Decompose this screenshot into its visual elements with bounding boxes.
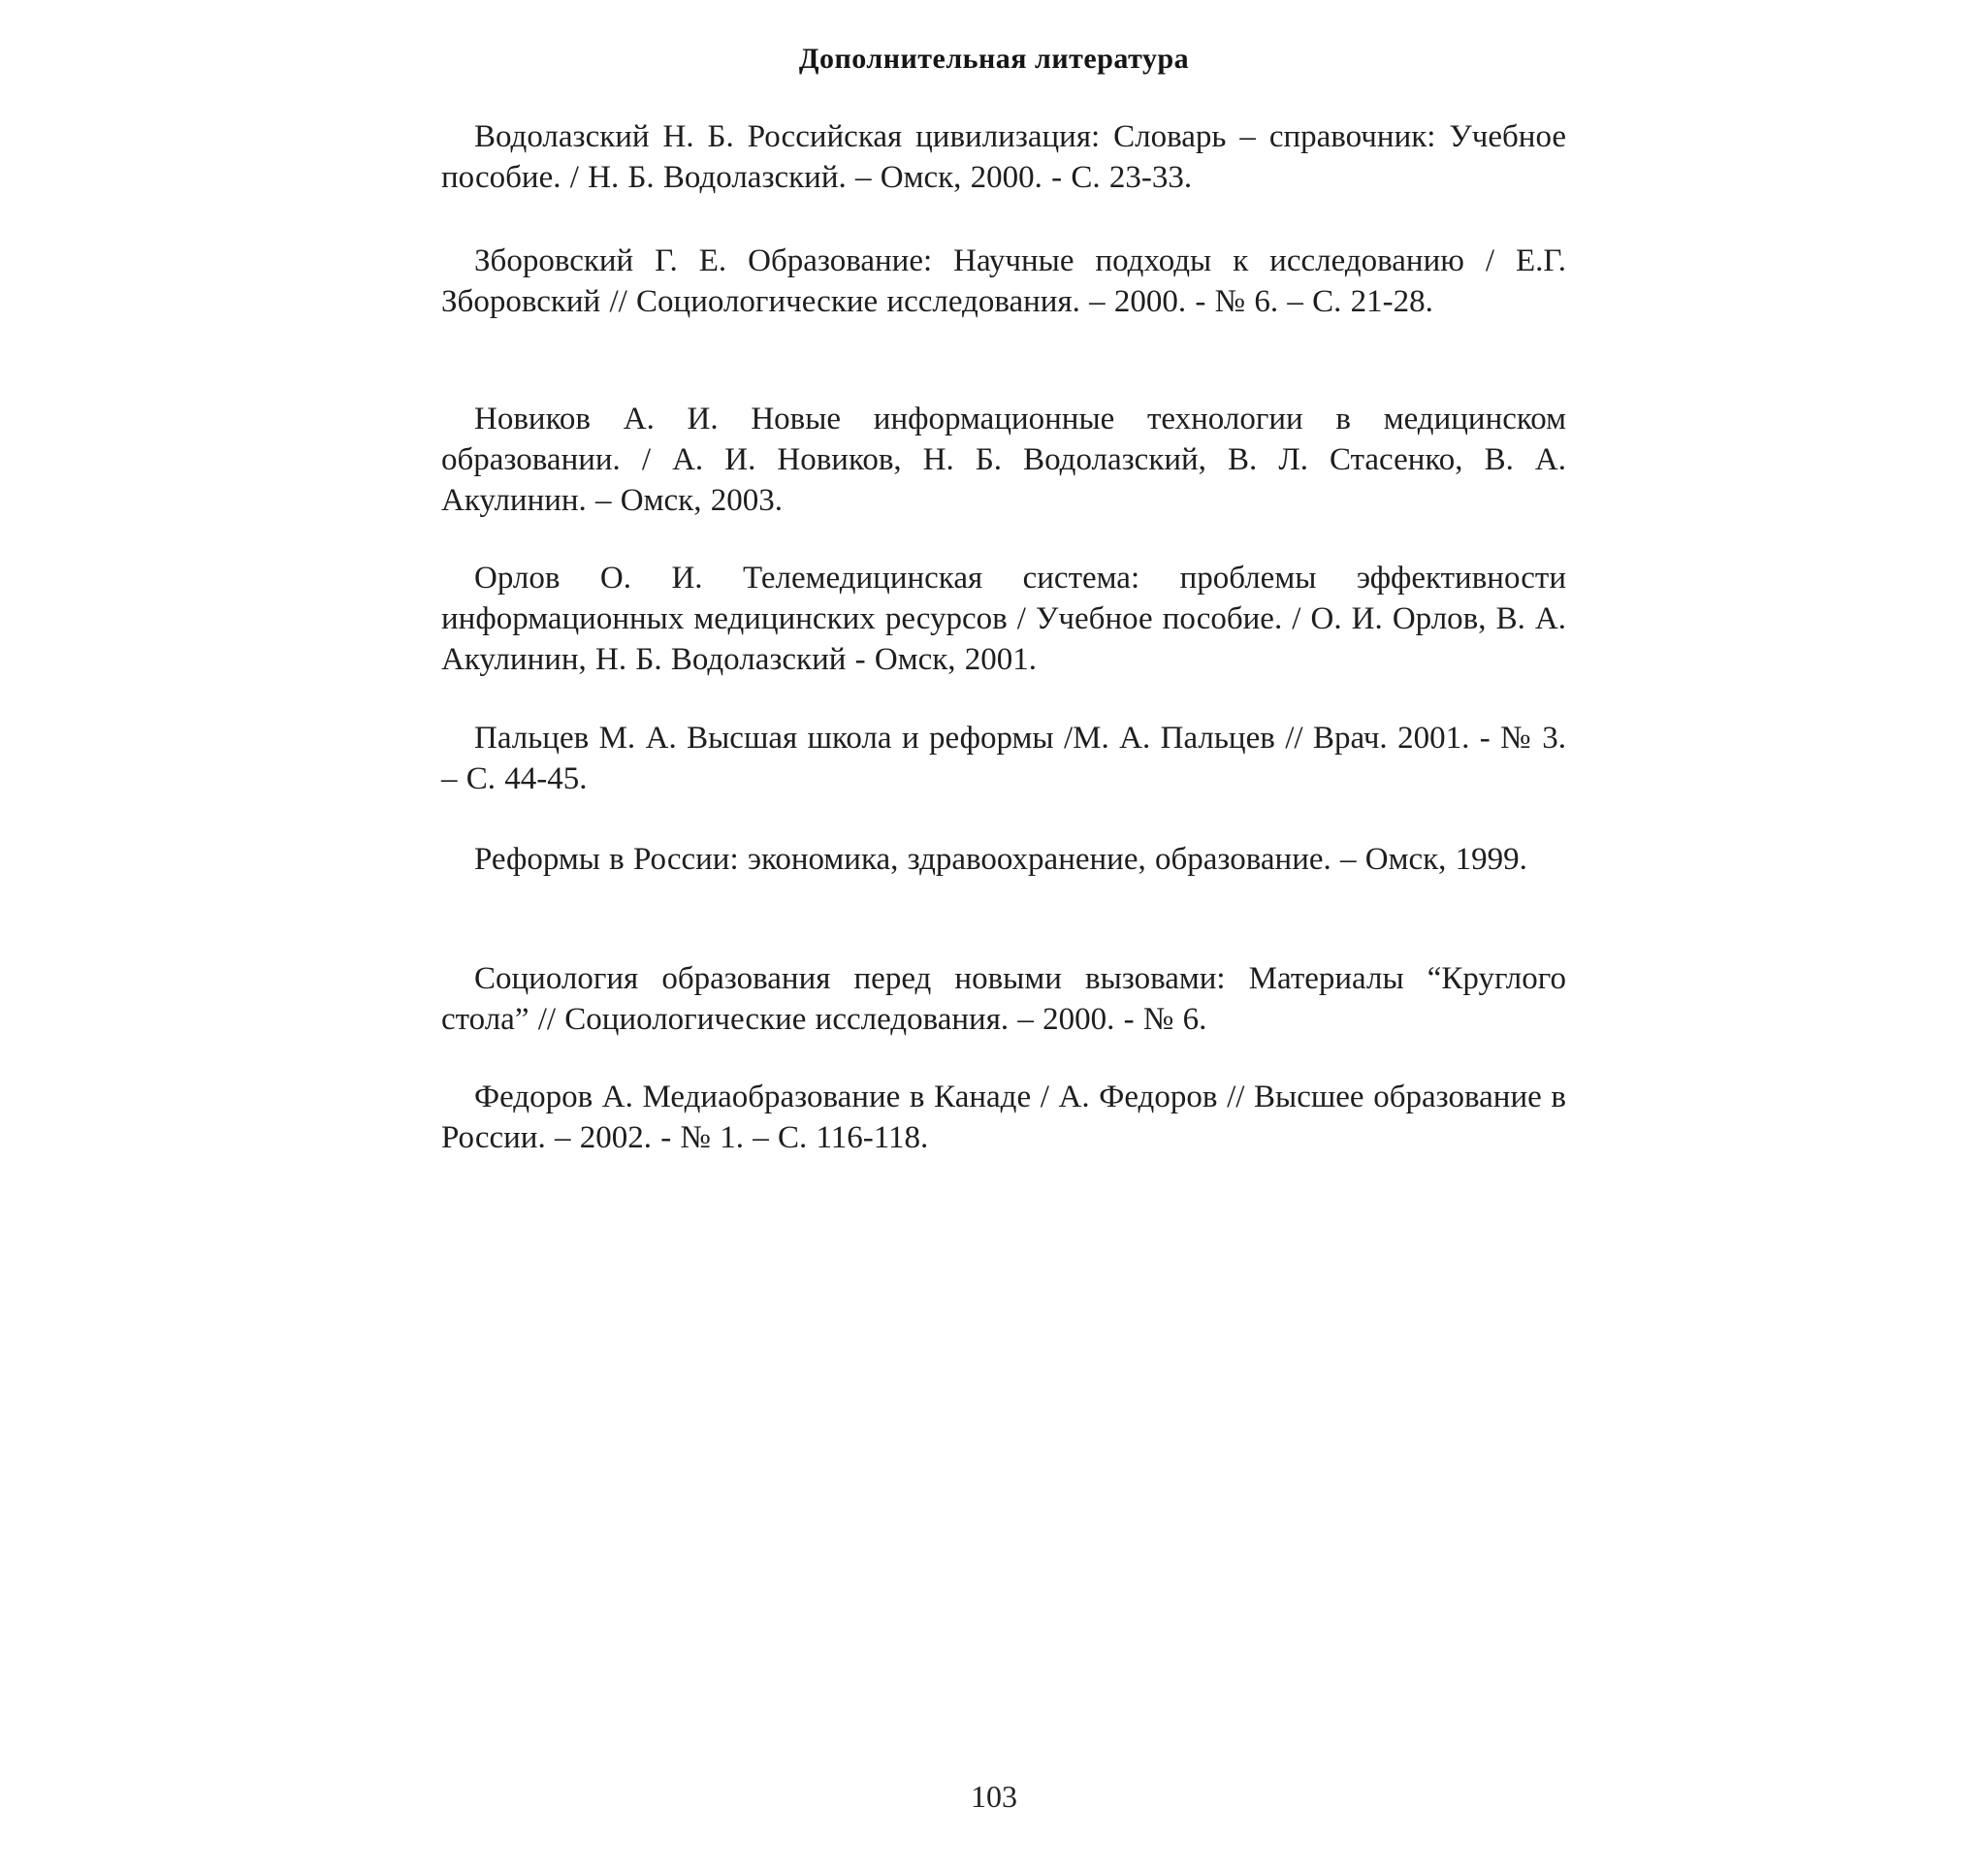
reference-item: Пальцев М. А. Высшая школа и реформы /М. А. Пальцев // Врач. 2001. - № 3. – С. 44-45.: [441, 721, 1566, 796]
reference-item: Реформы в России: экономика, здравоохранение, образование. – Омск, 1999.: [474, 842, 1527, 877]
reference-item: Орлов О. И. Телемедицинская система: проблемы эффективности информационных медицинских ресурсов / Учебное пособие. / О. И. Орлов, В. А. Акулинин, Н. Б. Водолазский - Омск, 2001.: [441, 561, 1566, 677]
reference-item: Новиков А. И. Новые информационные технологии в медицинском образовании. / А. И. Новиков, Н. Б. Водолазский, В. Л. Стасенко, В. А. Акулинин. – Омск, 2003.: [441, 402, 1566, 518]
reference-item: Социология образования перед новыми вызовами: Материалы “Круглого стола” // Социологические исследования. – 2000. - № 6.: [441, 961, 1566, 1037]
page-title: Дополнительная литература: [798, 43, 1190, 75]
page-number: 103: [971, 1779, 1017, 1814]
reference-item: Зборовский Г. Е. Образование: Научные подходы к исследованию / Е.Г. Зборовский // Социологические исследования. – 2000. - № 6. – С. 21-28.: [441, 243, 1566, 319]
reference-item: Федоров А. Медиаобразование в Канаде / А. Федоров // Высшее образование в России. – 2002. - № 1. – С. 116-118.: [441, 1080, 1566, 1155]
reference-item: Водолазский Н. Б. Российская цивилизация: Словарь – справочник: Учебное пособие. / Н. Б. Водолазский. – Омск, 2000. - С. 23-33.: [441, 119, 1566, 195]
